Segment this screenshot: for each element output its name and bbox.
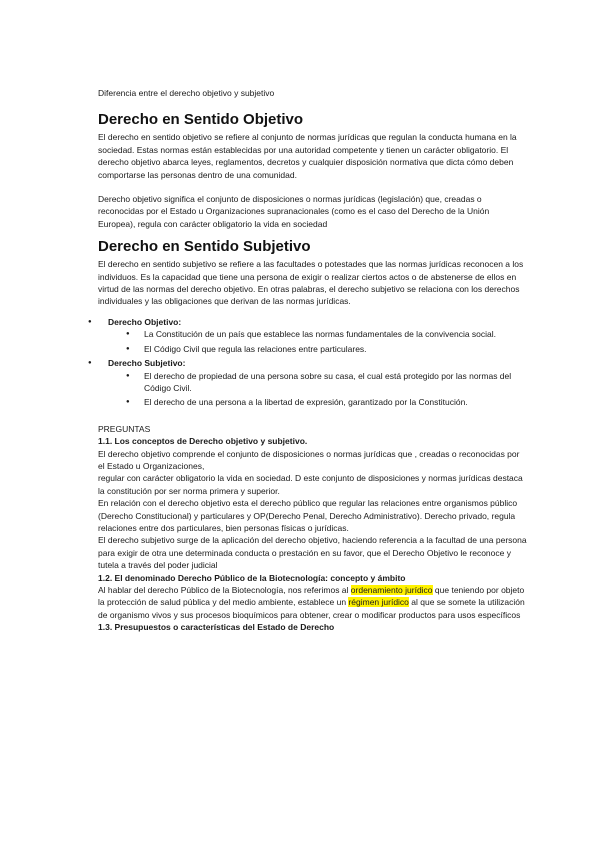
answer-1-1-line-2: regular con carácter obligatorio la vida en sociedad. D este conjunto de disposiciones y normas jurídicas destaca la constitución por ser norma primera y superior. xyxy=(98,473,523,496)
list-item: ● El derecho de propiedad de una persona sobre su casa, el cual está protegido por las normas del Código Civil. xyxy=(144,370,528,395)
answer-1-2-text-c: al que se somete la utilización de organismo vivos y sus procesos bioquímicos para obtener, crear o modificar productos para usos específicos xyxy=(98,597,525,620)
section-heading-objetivo: Derecho en Sentido Objetivo xyxy=(98,111,304,129)
document-title: Diferencia entre el derecho objetivo y subjetivo xyxy=(98,88,275,98)
list-item: ● El Código Civil que regula las relaciones entre particulares. xyxy=(144,343,528,355)
objetivo-paragraph-1: El derecho en sentido objetivo se refiere al conjunto de normas jurídicas que regulan la conducta humana en la sociedad. Estas normas están establecidas por una autoridad competente y tienen un carácter obligatorio. El derecho objetivo abarca leyes, reglamentos, decretos y cualquier disposición normativa que dicta cómo deben comportarse las personas dentro de una comunidad. xyxy=(98,132,517,180)
list-item-objetivo xyxy=(98,316,528,355)
question-heading-1-3: 1.3. Presupuestos o características del Estado de Derecho xyxy=(98,622,335,633)
objetivo-paragraph-2: Derecho objetivo significa el conjunto de disposiciones o normas jurídicas (legislación) que, creadas o reconocidas por el Estado u Organizaciones supranacionales (como es el caso del Derecho de la Unión Europea), regula con carácter obligatorio la vida en sociedad xyxy=(98,194,490,229)
answer-1-1-line-3: En relación con el derecho objetivo esta el derecho público que regular las relaciones entre organismos público (Derecho Constitucional) y particulares y OP(Derecho Penal, Derecho Administrativo). Derecho privado, regula relaciones entre dos particulares, bien personas físicas o jurídicas. xyxy=(98,498,518,533)
preguntas-section xyxy=(98,423,528,634)
list-item: ● La Constitución de un país que establece las normas fundamentales de la convivencia social. xyxy=(144,328,528,340)
answer-1-2-text-a: Al hablar del derecho Público de la Biotecnología, nos referimos al xyxy=(98,585,351,595)
answer-1-2 xyxy=(98,584,528,621)
question-heading-1-1: 1.1. Los conceptos de Derecho objetivo y subjetivo. xyxy=(98,436,308,447)
question-heading-1-2: 1.2. El denominado Derecho Público de la Biotecnología: concepto y ámbito xyxy=(98,572,406,583)
list-item-subjetivo xyxy=(98,357,528,409)
answer-1-2-text-b: que teniendo por objeto la protección de salud pública y del medio ambiente, establece un xyxy=(98,585,525,608)
sublist-subjetivo xyxy=(108,370,528,409)
section-heading-subjetivo: Derecho en Sentido Subjetivo xyxy=(98,238,311,256)
preguntas-title: PREGUNTAS xyxy=(98,423,151,434)
sublist-objetivo xyxy=(108,328,528,355)
list-item: ● El derecho de una persona a la libertad de expresión, garantizado por la Constitución. xyxy=(144,396,528,408)
subjetivo-paragraph: El derecho en sentido subjetivo se refiere a las facultades o potestades que las normas jurídicas reconocen a los individuos. Es la capacidad que tiene una persona de exigir o realizar ciertos actos o de abstenerse de ellos en virtud de las normas del derecho objetivo. En otras palabras, el derecho subjetivo se relaciona con los derechos individuales y las obligaciones que derivan de las normas jurídicas. xyxy=(98,259,524,307)
examples-list xyxy=(98,316,528,409)
document-body xyxy=(98,87,528,634)
list-label-objetivo: ● Derecho Objetivo: xyxy=(108,316,182,327)
answer-1-1-line-4: El derecho subjetivo surge de la aplicación del derecho objetivo, haciendo referencia a la facultad de una persona para exigir de otra une determinada conducta o prestación en su favor, que el Derecho Objetivo le reconoce y tutela a través del poder judicial xyxy=(98,535,527,571)
answer-1-1-line-1: El derecho objetivo comprende el conjunto de disposiciones o normas jurídicas que , creadas o reconocidas por el Estado u Organizaciones, xyxy=(98,448,520,471)
list-label-subjetivo: ● Derecho Subjetivo: xyxy=(108,358,186,369)
highlight-regimen-juridico: régimen jurídico xyxy=(348,597,409,608)
highlight-ordenamiento-juridico: ordenamiento jurídico xyxy=(350,585,433,595)
